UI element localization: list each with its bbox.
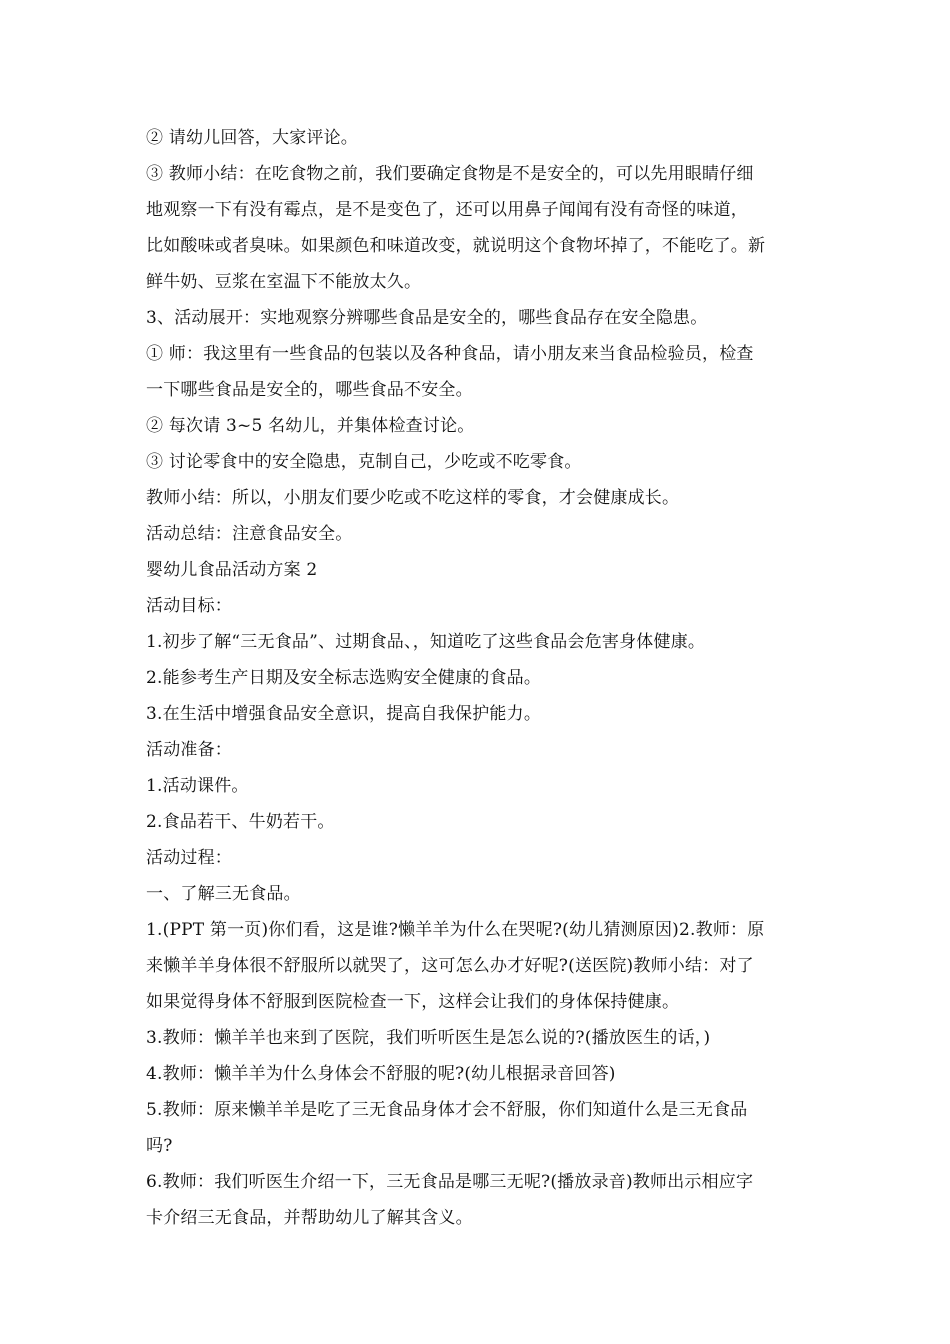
text-line: 如果觉得身体不舒服到医院检查一下，这样会让我们的身体保持健康。 (146, 992, 680, 1012)
text-line: 活动总结：注意食品安全。 (146, 524, 353, 544)
text-line: 来懒羊羊身体很不舒服所以就哭了，这可怎么办才好呢?(送医院)教师小结：对了 (146, 956, 754, 976)
text-line: 1.活动课件。 (146, 776, 249, 796)
text-line: 2.能参考生产日期及安全标志选购安全健康的食品。 (146, 668, 542, 688)
text-line: 3、活动展开：实地观察分辨哪些食品是安全的，哪些食品存在安全隐患。 (146, 308, 708, 328)
text-line: 教师小结：所以，小朋友们要少吃或不吃这样的零食，才会健康成长。 (146, 488, 680, 508)
text-line: 鲜牛奶、豆浆在室温下不能放太久。 (146, 272, 422, 292)
text-line: 6.教师：我们听医生介绍一下，三无食品是哪三无呢?(播放录音)教师出示相应字 (146, 1172, 754, 1192)
text-line: 比如酸味或者臭味。如果颜色和味道改变，就说明这个食物坏掉了，不能吃了。新 (146, 236, 766, 256)
text-line: 5.教师：原来懒羊羊是吃了三无食品身体才会不舒服，你们知道什么是三无食品 (146, 1100, 748, 1120)
text-line: 1.初步了解“三无食品”、过期食品、，知道吃了这些食品会危害身体健康。 (146, 632, 706, 652)
text-line: 3.在生活中增强食品安全意识，提高自我保护能力。 (146, 704, 542, 724)
text-line: 2.食品若干、牛奶若干。 (146, 812, 335, 832)
text-line: ② 每次请 3~5 名幼儿，并集体检查讨论。 (146, 416, 475, 436)
text-line: 4.教师：懒羊羊为什么身体会不舒服的呢?(幼儿根据录音回答) (146, 1064, 616, 1084)
text-line: 1.(PPT 第一页)你们看，这是谁?懒羊羊为什么在哭呢?(幼儿猜测原因)2.教师：原 (146, 920, 765, 940)
text-line: 一、了解三无食品。 (146, 884, 301, 904)
text-line: 活动目标： (146, 596, 232, 616)
text-line: ① 师：我这里有一些食品的包装以及各种食品，请小朋友来当食品检验员，检查 (146, 344, 754, 364)
text-line: 一下哪些食品是安全的，哪些食品不安全。 (146, 380, 473, 400)
text-line: 活动过程： (146, 848, 232, 868)
text-line: 卡介绍三无食品，并帮助幼儿了解其含义。 (146, 1208, 473, 1228)
section-heading: 婴幼儿食品活动方案 2 (146, 560, 318, 580)
text-line: ③ 讨论零食中的安全隐患，克制自己，少吃或不吃零食。 (146, 452, 582, 472)
text-line: 地观察一下有没有霉点，是不是变色了，还可以用鼻子闻闻有没有奇怪的味道， (146, 200, 748, 220)
text-line: ③ 教师小结：在吃食物之前，我们要确定食物是不是安全的，可以先用眼睛仔细 (146, 164, 754, 184)
document-body (146, 120, 810, 1236)
text-line: 活动准备： (146, 740, 232, 760)
text-line: 3.教师：懒羊羊也来到了医院，我们听听医生是怎么说的?(播放医生的话，) (146, 1028, 711, 1048)
text-line: ② 请幼儿回答，大家评论。 (146, 128, 359, 148)
text-line: 吗? (146, 1136, 173, 1156)
